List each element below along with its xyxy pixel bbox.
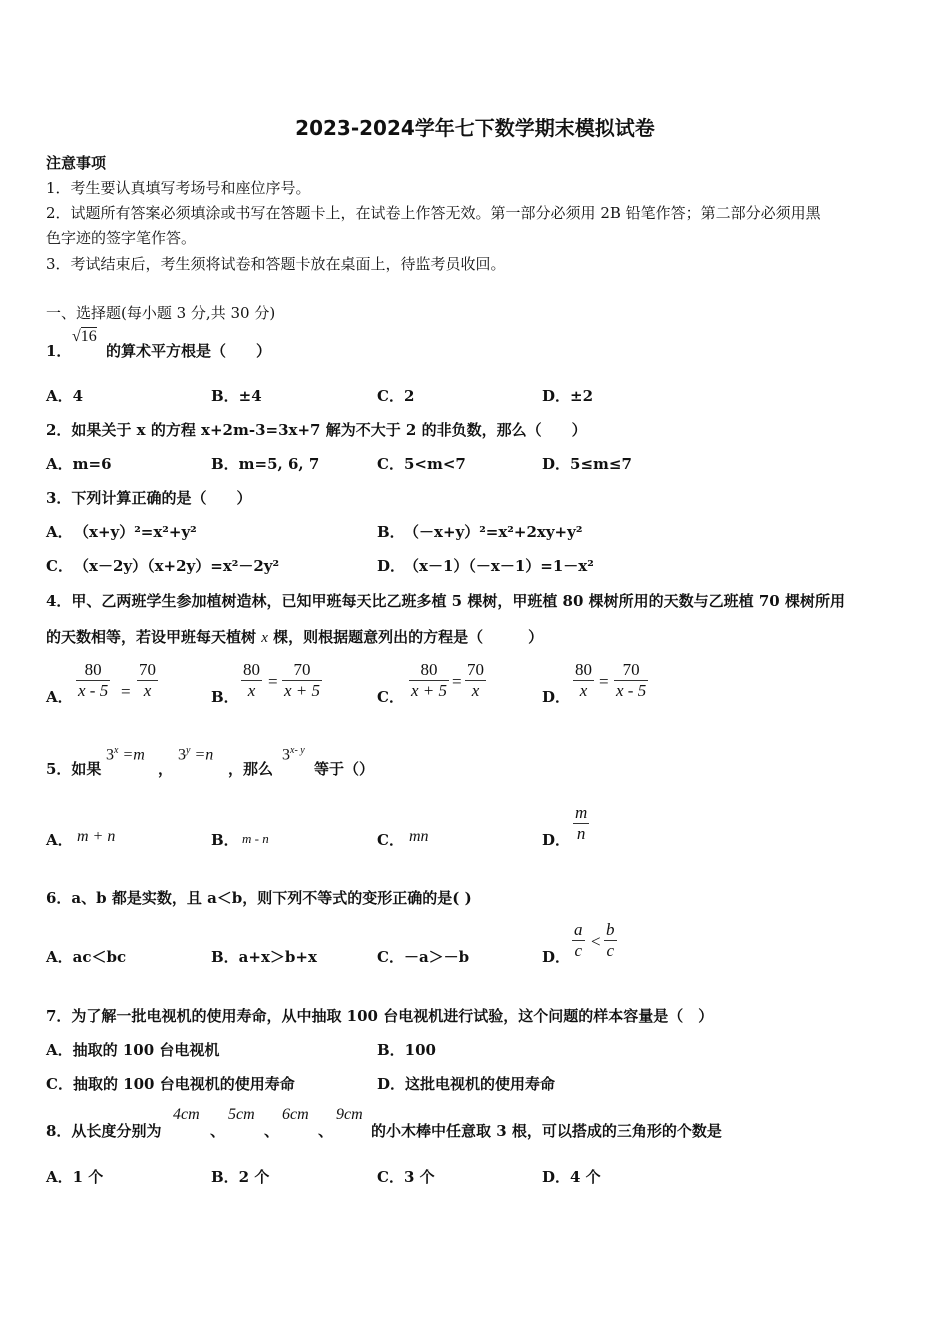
less-than-sign: < <box>591 932 601 951</box>
q3-option-b: （－x+y）²=x²+2xy+y² <box>404 523 583 541</box>
q1-number: 1． <box>46 342 72 360</box>
sqrt-16: √16 <box>72 328 97 345</box>
q4-b-left-fraction: $\frac{80}{x}$ <box>243 660 260 700</box>
q5-expr-1: $3^x =m$ <box>106 745 145 764</box>
q4-d-left-fraction: $\frac{80}{x}$ <box>575 660 592 700</box>
q3-option-d: （x－1）（－x－1）=1－x² <box>404 557 594 575</box>
q8-option-c: C．3 个 <box>377 1168 435 1186</box>
q3-option-c: （x－2y）（x+2y）=x²－2y² <box>74 557 280 575</box>
q5-option-a: m + n <box>77 828 116 845</box>
q2-text: 2．如果关于 x 的方程 x+2m-3=3x+7 解为不大于 2 的非负数，那么（ ） <box>46 421 587 439</box>
q2-option-b: B．m=5, 6, 7 <box>211 455 320 473</box>
q8-option-d: D．4 个 <box>542 1168 601 1186</box>
q2-option-a: A．m=6 <box>46 455 112 473</box>
q8-prefix: 8．从长度分别为 <box>46 1122 162 1140</box>
q2-option-c: C．5<m<7 <box>377 455 466 473</box>
q6-option-a: A．ac＜bc <box>46 948 127 966</box>
q5-expr-3: 3$^{x- y}$ <box>282 745 305 764</box>
q1-option-a: A．4 <box>46 387 84 405</box>
q7-option-b: B．100 <box>377 1041 436 1059</box>
q6-d-right-fraction: $\frac{b}{c}$ <box>606 920 615 960</box>
q4-option-b-label: B． <box>211 688 239 706</box>
q4-line2: 的天数相等，若设甲班每天植树 x 棵，则根据题意列出的方程是（ ） <box>46 628 544 646</box>
q7-text: 7．为了解一批电视机的使用寿命，从中抽取 100 台电视机进行试验，这个问题的样本容量是（ ） <box>46 1007 714 1025</box>
note-item: 1．考生要认真填写考场号和座位序号。 <box>46 179 311 197</box>
q5-option-c-label: C． <box>377 831 404 849</box>
equals-sign: = <box>121 682 131 701</box>
q1-option-b: B．±4 <box>211 387 262 405</box>
separator: 、 <box>318 1122 334 1140</box>
q5-option-c: mn <box>409 828 429 845</box>
q7-option-a: A．抽取的 100 台电视机 <box>46 1041 220 1059</box>
q3-option-c-label: C． <box>46 557 73 575</box>
q3-option-a: （x+y）²=x²+y² <box>74 523 197 541</box>
q1-text: 的算术平方根是（ ） <box>106 342 272 360</box>
q1-option-c: C．2 <box>377 387 415 405</box>
q6-d-left-fraction: $\frac{a}{c}$ <box>574 920 583 960</box>
separator: 、 <box>210 1122 226 1140</box>
separator: 、 <box>264 1122 280 1140</box>
q4-line1: 4．甲、乙两班学生参加植树造林，已知甲班每天比乙班多植 5 棵树，甲班植 80 棵树所用的天数与乙班植 70 棵树所用 <box>46 592 845 610</box>
q8-length-2: 5cm <box>228 1106 255 1123</box>
q4-b-right-fraction: $\frac{70}{x + 5}$ <box>284 660 321 700</box>
q8-option-b: B．2 个 <box>211 1168 270 1186</box>
q5-expr-2: $3^y =n$ <box>178 745 214 764</box>
q4-option-a-label: A． <box>46 688 73 706</box>
q5-middle: ，那么 <box>228 760 274 778</box>
q8-option-a: A．1 个 <box>46 1168 104 1186</box>
q8-length-4: 9cm <box>336 1106 363 1123</box>
page-title: 2023-2024学年七下数学期末模拟试卷 <box>295 116 655 140</box>
q5-comma: ， <box>158 760 174 778</box>
q5-suffix: 等于（） <box>314 760 375 778</box>
q4-option-c-label: C． <box>377 688 404 706</box>
q7-option-c: C．抽取的 100 台电视机的使用寿命 <box>46 1075 295 1093</box>
q8-length-1: 4cm <box>173 1106 200 1123</box>
q5-option-b-label: B． <box>211 831 239 849</box>
q3-option-d-label: D． <box>377 557 406 575</box>
equals-sign: = <box>268 672 278 691</box>
q3-option-b-label: B． <box>377 523 405 541</box>
note-item: 2．试题所有答案必须填涂或书写在答题卡上，在试卷上作答无效。第一部分必须用 2B 铅笔作答；第二部分必须用黑 <box>46 204 821 222</box>
equals-sign: = <box>452 672 462 691</box>
q3-option-a-label: A． <box>46 523 73 541</box>
q4-d-right-fraction: $\frac{70}{x - 5}$ <box>616 660 647 700</box>
equals-sign: = <box>599 672 609 691</box>
q1-option-d: D．±2 <box>542 387 594 405</box>
q4-c-left-fraction: $\frac{80}{x + 5}$ <box>411 660 448 700</box>
q5-option-d-label: D． <box>542 831 571 849</box>
q4-c-right-fraction: $\frac{70}{x}$ <box>467 660 484 700</box>
q6-option-d-label: D． <box>542 948 571 966</box>
q5-option-b: m - n <box>242 831 269 846</box>
q5-option-d-fraction: $\frac{m}{n}$ <box>575 803 588 843</box>
q5-prefix: 5．如果 <box>46 760 102 778</box>
section-heading: 一、选择题(每小题 3 分,共 30 分) <box>46 304 276 322</box>
notes-heading: 注意事项 <box>46 154 107 172</box>
q6-option-b: B．a+x＞b+x <box>211 948 317 966</box>
note-item: 3．考试结束后，考生须将试卷和答题卡放在桌面上，待监考员收回。 <box>46 255 506 273</box>
note-item: 色字迹的签字笔作答。 <box>46 229 197 247</box>
q4-a-left-fraction: $\frac{80}{x - 5}$ <box>78 660 109 700</box>
q3-text: 3．下列计算正确的是（ ） <box>46 489 252 507</box>
q6-option-c: C．－a＞－b <box>377 948 470 966</box>
q4-option-d-label: D． <box>542 688 571 706</box>
q5-option-a-label: A． <box>46 831 73 849</box>
radical-sign-icon: √ <box>72 328 81 345</box>
q4-a-right-fraction: $\frac{70}{x}$ <box>139 660 156 700</box>
q8-suffix: 的小木棒中任意取 3 根，可以搭成的三角形的个数是 <box>371 1122 722 1140</box>
q8-length-3: 6cm <box>282 1106 309 1123</box>
q2-option-d: D．5≤m≤7 <box>542 455 632 473</box>
q6-text: 6．a、b 都是实数，且 a＜b，则下列不等式的变形正确的是( ) <box>46 889 472 907</box>
q7-option-d: D．这批电视机的使用寿命 <box>377 1075 556 1093</box>
